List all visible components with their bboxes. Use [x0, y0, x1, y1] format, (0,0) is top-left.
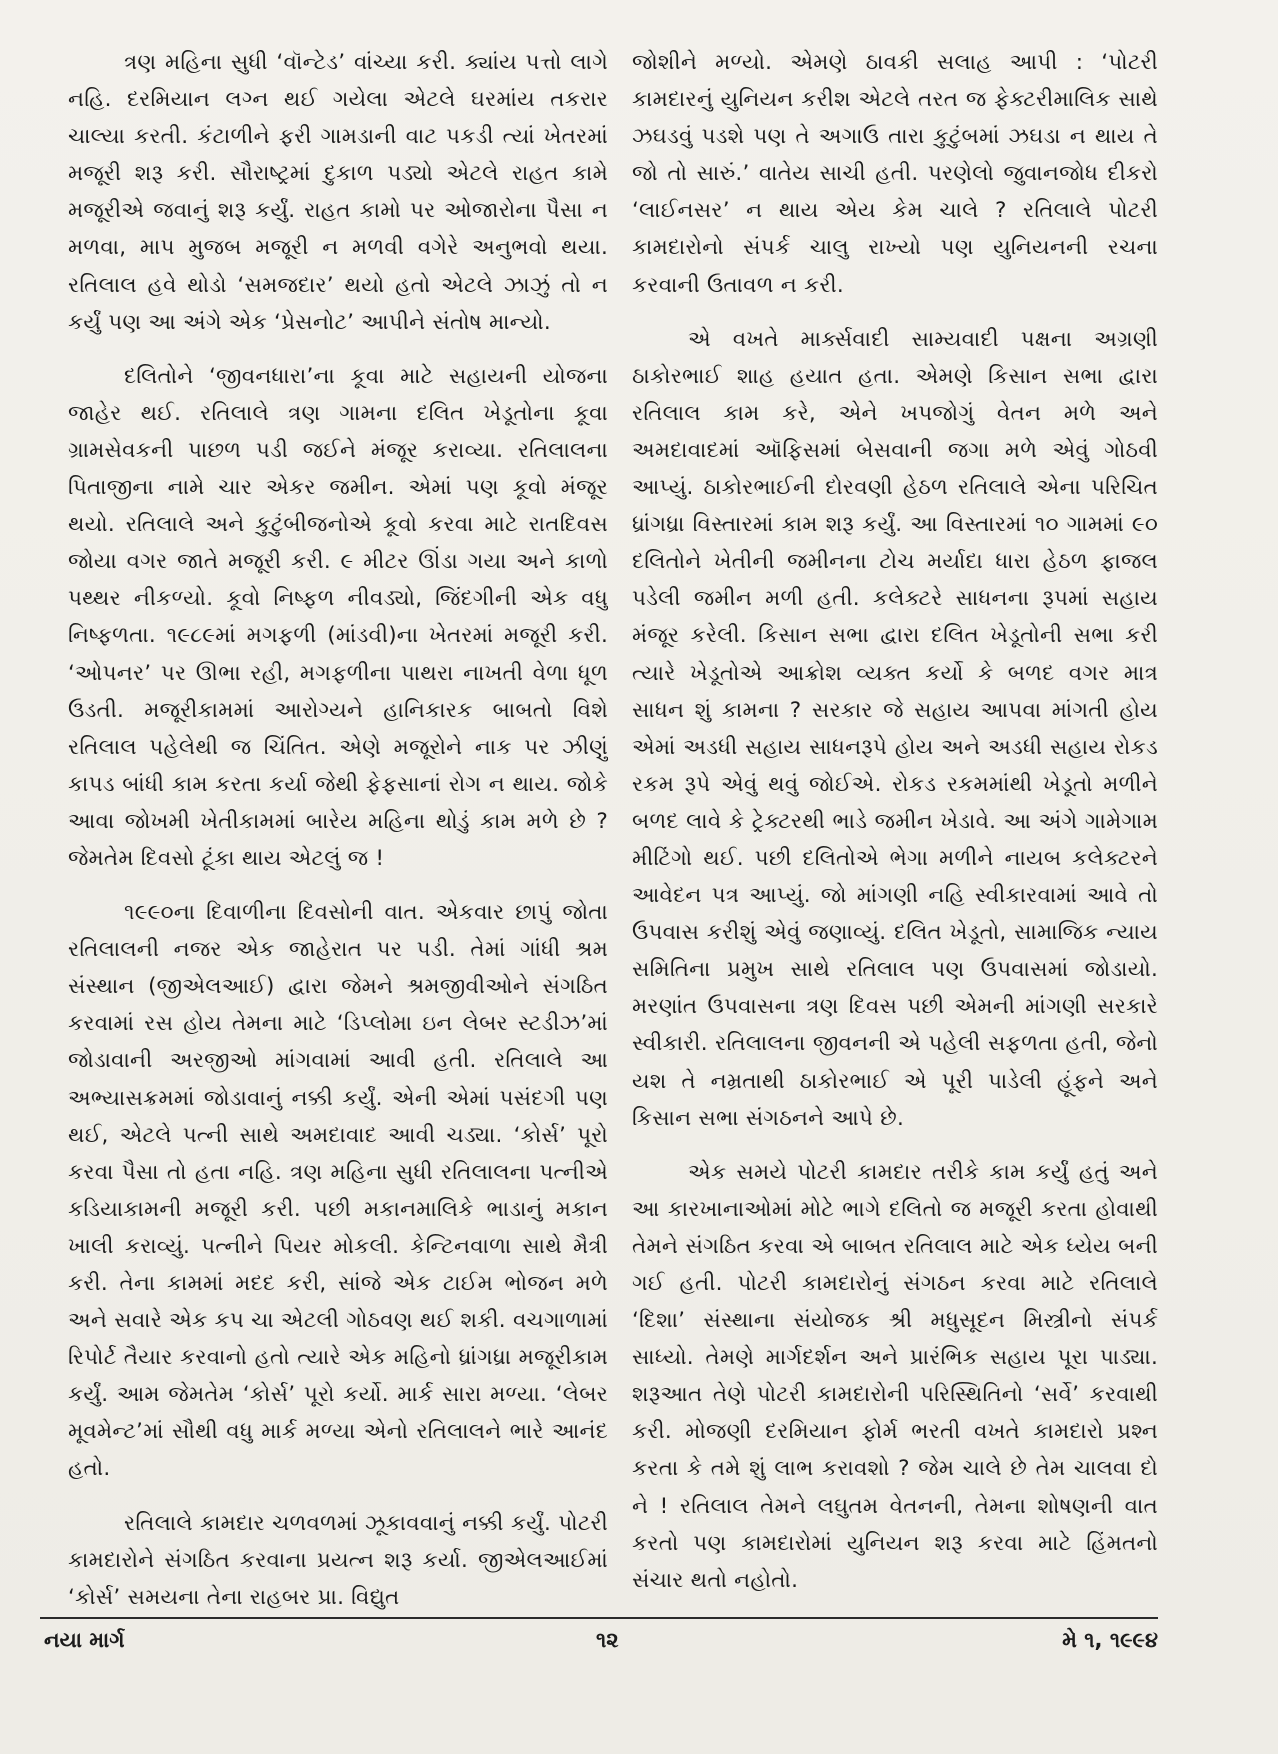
paragraph: એક સમયે પોટરી કામદાર તરીકે કામ કર્યું હતું અને આ કારખાનાઓમાં મોટે ભાગે દલિતો જ મજૂરી કરતા હોવાથી તેમને સંગઠિત કરવા એ બાબત રતિલાલ માટે એક ધ્યેય બની ગઈ હતી. પોટરી કામદારોનું સંગઠન કરવા માટે રતિલાલે ‘દિશા’ સંસ્થાના સંયોજક શ્રી મધુસૂદન મિસ્ત્રીનો સંપર્ક સાધ્યો. તેમણે માર્ગદર્શન અને પ્રારંભિક સહાય પૂરા પાડ્યા. શરૂઆત તેણે પોટરી કામદારોની પરિસ્થિતિનો ‘સર્વે’ કરવાથી કરી. મોજણી દરમિયાન ફોર્મ ભરતી વખતે કામદારો પ્રશ્ન કરતા કે તમે શું લાભ કરાવશો ? જેમ ચાલે છે તેમ ચાલવા દો ને ! રતિલાલ તેમને લઘુતમ વેતનની, તેમના શોષણની વાત કરતો પણ કામદારોમાં યુનિયન શરૂ કરવા માટે હિંમતનો સંચાર થતો નહોતો.	[632, 1159, 1158, 1593]
paragraph: ૧૯૯૦ના દિવાળીના દિવસોની વાત. એકવાર છાપું જોતા રતિલાલની નજર એક જાહેરાત પર પડી. તેમાં ગાંધી શ્રમ સંસ્થાન (જીએલઆઈ) દ્વારા જેમને શ્રમજીવીઓને સંગઠિત કરવામાં રસ હોય તેમના માટે ‘ડિપ્લોમા ઇન લેબર સ્ટડીઝ’માં જોડાવાની અરજીઓ માંગવામાં આવી હતી. રતિલાલે આ અભ્યાસક્રમમાં જોડાવાનું નક્કી કર્યું. એની એમાં પસંદગી પણ થઈ, એટલે પત્ની સાથે અમદાવાદ આવી ચડ્યા. ‘કોર્સ’ પૂરો કરવા પૈસા તો હતા નહિ. ત્રણ મહિના સુધી રતિલાલના પત્નીએ કડિયાકામની મજૂરી કરી. પછી મકાનમાલિકે ભાડાનું મકાન ખાલી કરાવ્યું. પત્નીને પિયર મોકલી. કેન્ટિનવાળા સાથે મૈત્રી કરી. તેના કામમાં મદદ કરી, સાંજે એક ટાઈમ ભોજન મળે અને સવારે એક કપ ચા એટલી ગોઠવણ થઈ શકી. વચગાળામાં રિપોર્ટ તૈયાર કરવાનો હતો ત્યારે એક મહિનો ધ્રાંગધ્રા મજૂરીકામ કર્યું. આમ જેમતેમ ‘કોર્સ’ પૂરો કર્યો. માર્ક સારા મળ્યા. ‘લેબર મૂવમેન્ટ’માં સૌથી વધુ માર્ક મળ્યા એનો રતિલાલને ભારે આનંદ હતો.	[68, 900, 608, 1482]
paragraph: દલિતોને ‘જીવનધારા’ના કૂવા માટે સહાયની યોજના જાહેર થઈ. રતિલાલે ત્રણ ગામના દલિત ખેડૂતોના કૂવા ગ્રામસેવકની પાછળ પડી જઈને મંજૂર કરાવ્યા. રતિલાલના પિતાજીના નામે ચાર એકર જમીન. એમાં પણ કૂવો મંજૂર થયો. રતિલાલે અને કુટુંબીજનોએ કૂવો કરવા માટે રાતદિવસ જોયા વગર જાતે મજૂરી કરી. ૯ મીટર ઊંડા ગયા અને કાળો પથ્થર નીકળ્યો. કૂવો નિષ્ફળ નીવડ્યો, જિંદગીની એક વધુ નિષ્ફળતા. ૧૯૮૯માં મગફળી (માંડવી)ના ખેતરમાં મજૂરી કરી. ‘ઓપનર’ પર ઊભા રહી, મગફળીના પાથરા નાખતી વેળા ધૂળ ઉડતી. મજૂરીકામમાં આરોગ્યને હાનિકારક બાબતો વિશે રતિલાલ પહેલેથી જ ચિંતિત. એણે મજૂરોને નાક પર ઝીણું કાપડ બાંધી કામ કરતા કર્યા જેથી ફેફસાનાં રોગ ન થાય. જોકે આવા જોખમી ખેતીકામમાં બારેય મહિના થોડું કામ મળે છે ? જેમતેમ દિવસો ટૂંકા થાય એટલું જ !	[68, 363, 608, 871]
footer-divider	[40, 1617, 1158, 1619]
paragraph: રતિલાલે કામદાર ચળવળમાં ઝૂકાવવાનું નક્કી કર્યું. પોટરી કામદારોને સંગઠિત કરવાના પ્રયત્ન શરૂ કર્યા. જીએલઆઈમાં ‘કોર્સ’ સમયના તેના રાહબર પ્રા. વિદ્યુત	[68, 1510, 608, 1610]
publication-name: નયા માર્ગ	[44, 1628, 125, 1652]
left-column	[68, 44, 608, 1614]
paragraph: એ વખતે માર્ક્સવાદી સામ્યવાદી પક્ષના અગ્રણી ઠાકોરભાઈ શાહ હયાત હતા. એમણે કિસાન સભા દ્વારા રતિલાલ કામ કરે, એને ખપજોગું વેતન મળે અને અમદાવાદમાં ઑફિસમાં બેસવાની જગા મળે એવું ગોઠવી આપ્યું. ઠાકોરભાઈની દોરવણી હેઠળ રતિલાલે એના પરિચિત ધ્રાંગધ્રા વિસ્તારમાં કામ શરૂ કર્યું. આ વિસ્તારમાં ૧૦ ગામમાં ૯૦ દલિતોને ખેતીની જમીનના ટોચ મર્યાદા ધારા હેઠળ ફાજલ પડેલી જમીન મળી હતી. કલેક્ટરે સાધનના રૂપમાં સહાય મંજૂર કરેલી. કિસાન સભા દ્વારા દલિત ખેડૂતોની સભા કરી ત્યારે ખેડૂતોએ આક્રોશ વ્યક્ત કર્યો કે બળદ વગર માત્ર સાધન શું કામના ? સરકાર જે સહાય આપવા માંગતી હોય એમાં અડધી સહાય સાધનરૂપે હોય અને અડધી સહાય રોકડ રકમ રૂપે એવું થવું જોઈએ. રોકડ રકમમાંથી ખેડૂતો મળીને બળદ લાવે કે ટ્રેક્ટરથી ભાડે જમીન ખેડાવે. આ અંગે ગામેગામ મીટિંગો થઈ. પછી દલિતોએ ભેગા મળીને નાયબ કલેક્ટરને આવેદન પત્ર આપ્યું. જો માંગણી નહિ સ્વીકારવામાં આવે તો ઉપવાસ કરીશું એવું જણાવ્યું. દલિત ખેડૂતો, સામાજિક ન્યાય સમિતિના પ્રમુખ સાથે રતિલાલ પણ ઉપવાસમાં જોડાયો. મરણાંત ઉપવાસના ત્રણ દિવસ પછી એમની માંગણી સરકારે સ્વીકારી. રતિલાલના જીવનની એ પહેલી સફળતા હતી, જેનો યશ તે નમ્રતાથી ઠાકોરભાઈ એ પૂરી પાડેલી હૂંફને અને કિસાન સભા સંગઠનને આપે છે.	[632, 326, 1158, 1131]
paragraph: ત્રણ મહિના સુધી ‘વૉન્ટેડ’ વાંચ્યા કરી. ક્યાંય પત્તો લાગે નહિ. દરમિયાન લગ્ન થઈ ગયેલા એટલે ઘરમાંય તકરાર ચાલ્યા કરતી. કંટાળીને ફરી ગામડાની વાટ પકડી ત્યાં ખેતરમાં મજૂરી શરૂ કરી. સૌરાષ્ટ્રમાં દુકાળ પડ્યો એટલે રાહત કામે મજૂરીએ જવાનું શરૂ કર્યું. રાહત કામો પર ઓજારોના પૈસા ન મળવા, માપ મુજબ મજૂરી ન મળવી વગેરે અનુભવો થયા. રતિલાલ હવે થોડો ‘સમજદાર’ થયો હતો એટલે ઝાઝું તો ન કર્યું પણ આ અંગે એક ‘પ્રેસનોટ’ આપીને સંતોષ માન્યો.	[68, 50, 608, 335]
right-column	[632, 44, 1158, 1614]
page-number: ૧૨	[596, 1628, 619, 1652]
paragraph-continued: જોશીને મળ્યો. એમણે ઠાવકી સલાહ આપી : ‘પોટરી કામદારનું યુનિયન કરીશ એટલે તરત જ ફેક્ટરીમાલિક સાથે ઝઘડવું પડશે પણ તે અગાઉ તારા કુટુંબમાં ઝઘડા ન થાય તે જો તો સારું.’ વાતેય સાચી હતી. પરણેલો જુવાનજોધ દીકરો ‘લાઈનસર’ ન થાય એય કેમ ચાલે ? રતિલાલે પોટરી કામદારોનો સંપર્ક ચાલુ રાખ્યો પણ યુનિયનની રચના કરવાની ઉતાવળ ન કરી.	[632, 50, 1158, 298]
issue-date: મે ૧, ૧૯૯૪	[1062, 1628, 1158, 1652]
